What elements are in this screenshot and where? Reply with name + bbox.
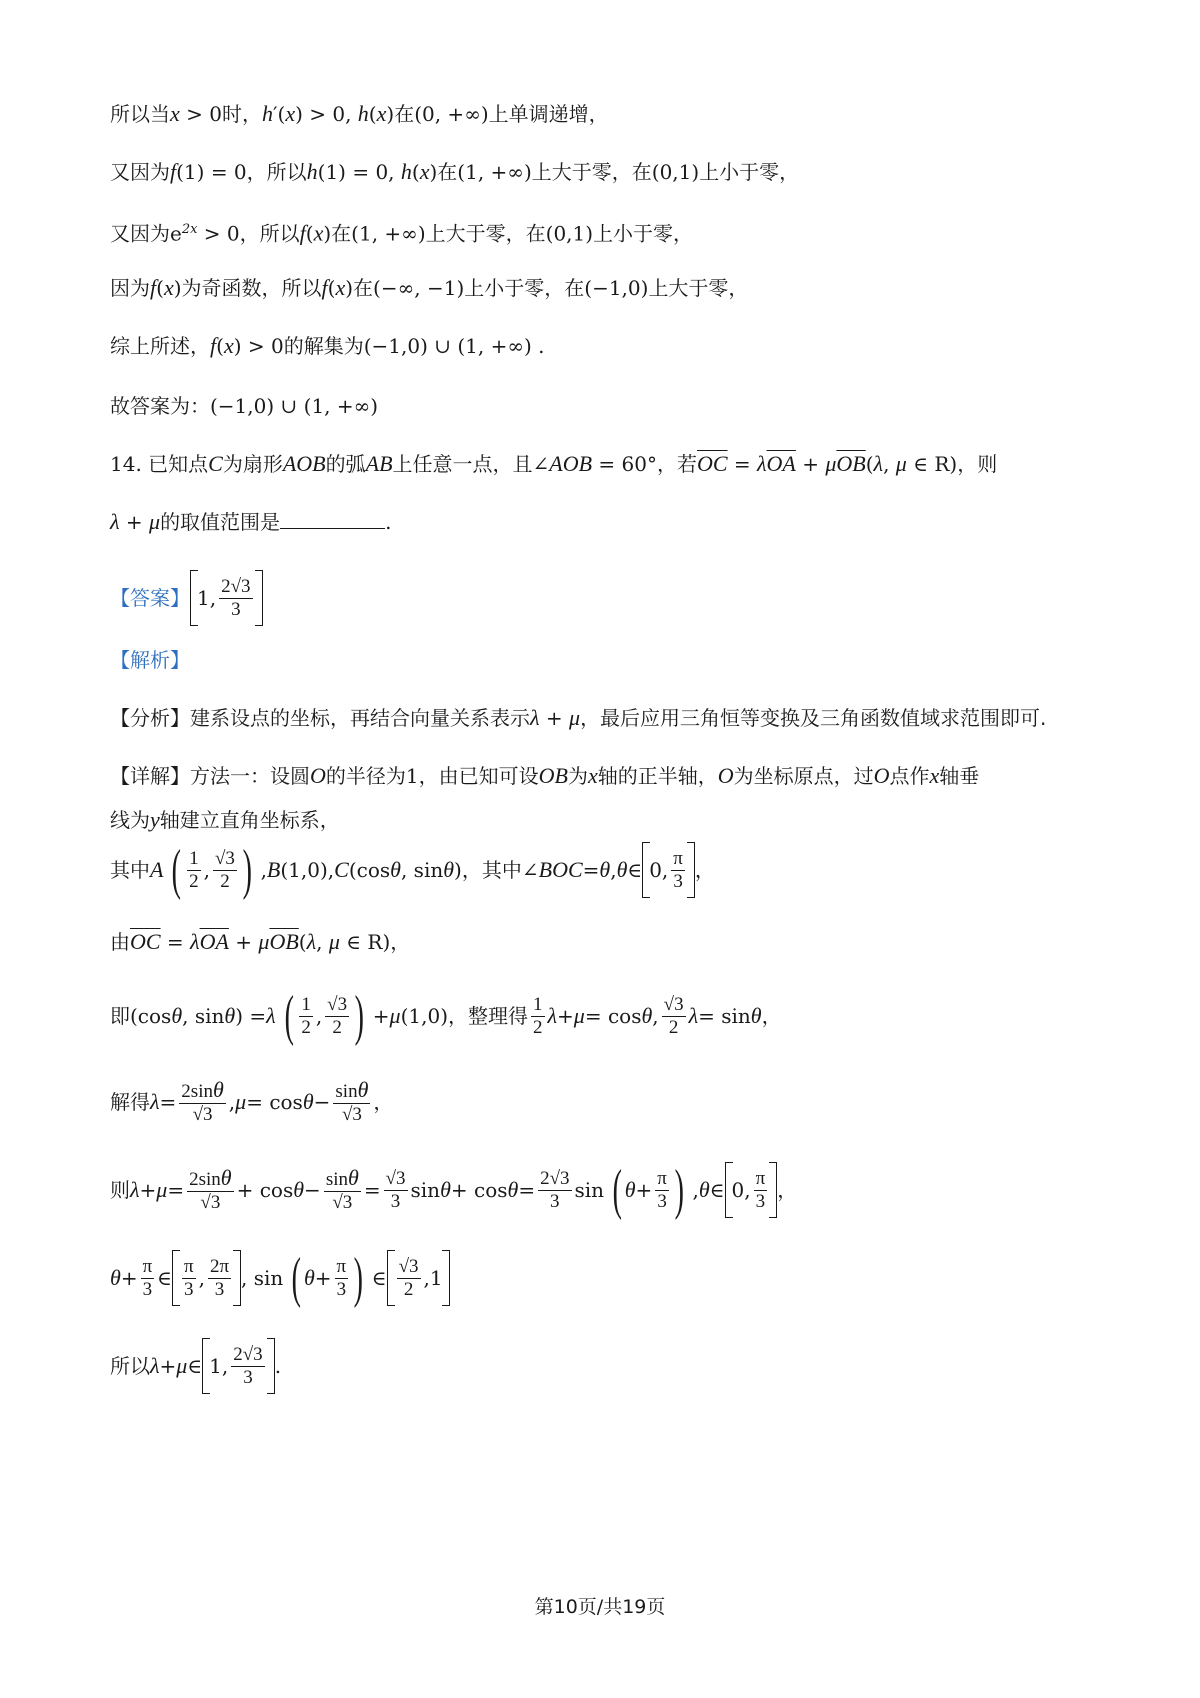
answer-line	[110, 568, 263, 628]
xiangjie-line-2: 线为y轴建立直角坐标系，	[110, 807, 340, 832]
fenxi-line: 【分析】建系设点的坐标，再结合向量关系表示λ + μ，最后应用三角恒等变换及三角函数值域求范围即可.	[110, 705, 1047, 730]
question-14-line-2: λ + μ的取值范围是 .	[110, 509, 392, 534]
you-line: 由$\overline{OC} = \lambda\overline{OA} + \mu\overline{OB}(\lambda$, μ ∈ R)，	[110, 929, 411, 954]
suoyi-line: 所以 λ + μ ∈ 1, $\frac{2√3}{3}$ .	[110, 1336, 281, 1396]
text-line-2: 又因为f(1) = 0，所以h(1) = 0, h(x)在(1, +∞)上大于零，在(0,1)上小于零，	[110, 159, 800, 184]
question-14-line-1: 14. 已知点C为扇形AOB的弧AB上任意一点，且∠AOB = 60°，若$\overline{OC} = \lambda\overline{OA} + \mu\overline{OB}(\lambda$, μ ∈ R)，则	[110, 451, 998, 476]
text-line-4: 因为f(x)为奇函数，所以f(x)在(−∞, −1)上小于零，在(−1,0)上大于零，	[110, 275, 749, 300]
jiexi-line	[110, 646, 190, 674]
ji-line: 即 (cos θ , sin θ ) = λ ( $\frac{1}{2}$ , $\frac{√3}{2}$ ) + μ (1,0) ，整理得 $\frac{1}{2}$ λ + μ = cos θ , $\frac{√3}{2}$ λ = sin θ ，	[110, 986, 782, 1046]
text-line-3: 又因为$e^{2x} > 0$，所以f(x)在(1, +∞)上大于零，在(0,1)上小于零，	[110, 220, 694, 246]
answer-blank	[280, 508, 385, 529]
text-line-6: 故答案为：(−1,0) ∪ (1, +∞)	[110, 394, 379, 418]
jiede-line: 解得 λ = $\frac{2\sin\theta}{√3}$ , μ = cos θ − $\frac{\sin\theta}{√3}$ ，	[110, 1076, 394, 1125]
xiangjie-line-1: 【详解】方法一：设圆O的半径为1，由已知可设OB为x轴的正半轴，O为坐标原点，过O点作x轴垂	[110, 763, 980, 788]
answer-interval: 1, $\frac{2√3}{3}$	[190, 570, 263, 626]
ze-line: 则 λ + μ = $\frac{2\sin\theta}{√3}$ + cos θ − $\frac{\sin\theta}{√3}$ = $\frac{√3}{3}$ sin θ + cos θ = $\frac{2√3}{3}$ sin ( θ + $\frac{\pi}{3}$ ) , θ ∈ 0, $\frac{\pi}{3}$ ，	[110, 1160, 797, 1220]
page-footer: 第10页/共19页	[534, 1596, 666, 1618]
answer-tag: 【答案】	[110, 586, 190, 610]
text-line-5: 综上所述，f(x) > 0的解集为(−1,0) ∪ (1, +∞) .	[110, 333, 545, 358]
jiexi-tag: 【解析】	[110, 648, 190, 672]
text-line-1: 所以当x > 0时，h′(x) > 0, h(x)在(0, +∞)上单调递增，	[110, 101, 609, 126]
theta-line: θ + $\frac{\pi}{3}$ ∈ $\frac{\pi}{3}$ , $\frac{2\pi}{3}$ , sin ( θ + $\frac{\pi}{3}$ ) ∈ $\frac{√3}{2}$ ,1	[110, 1248, 450, 1308]
coords-line: 其中 A ( $\frac{1}{2}$ , $\frac{√3}{2}$ ) , B (1,0), C (cos θ , sin θ ) ，其中 ∠ BOC = θ , θ ∈ 0, $\frac{\pi}{3}$ ，	[110, 840, 715, 900]
